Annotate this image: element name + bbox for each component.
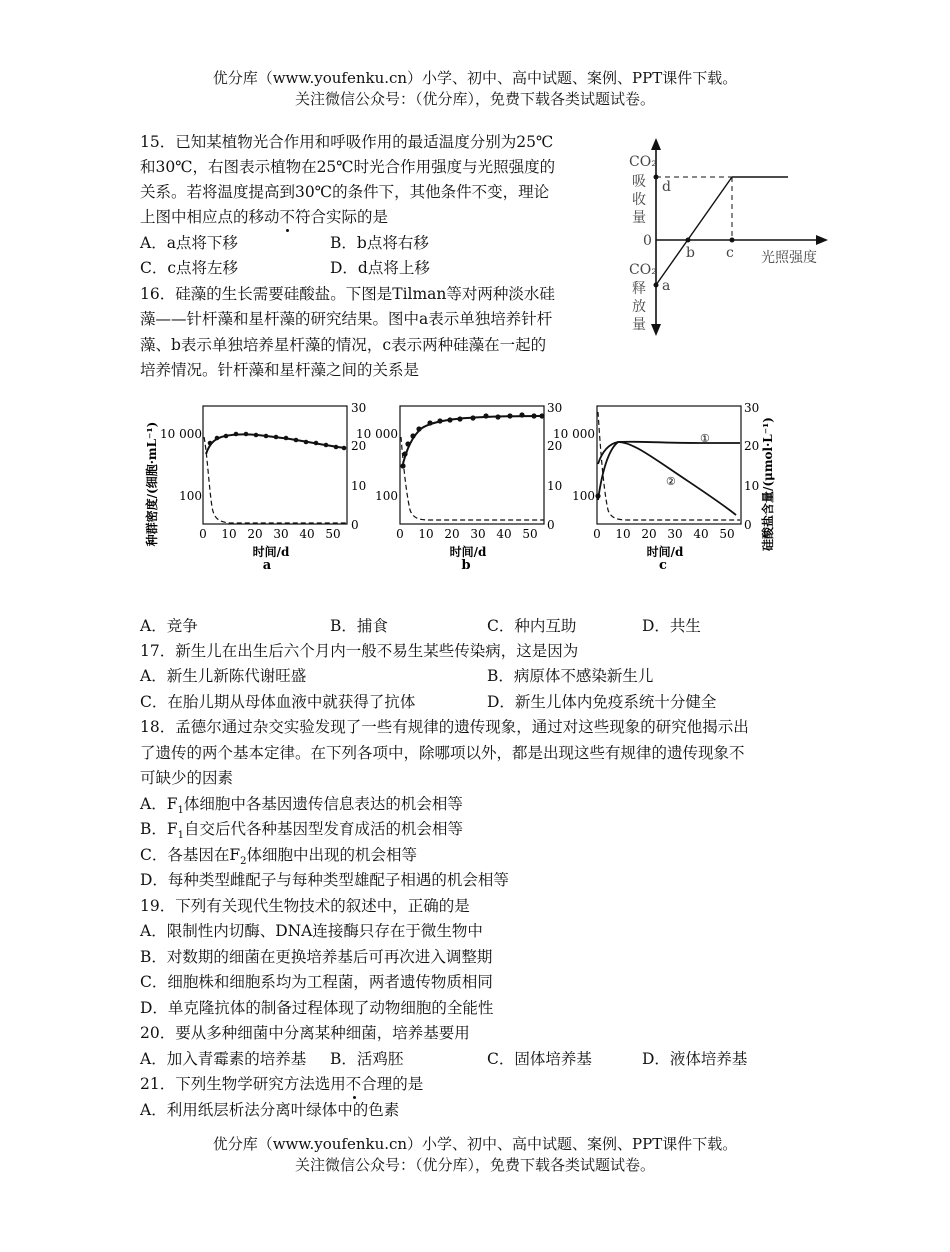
x-axis-arrow <box>816 235 828 245</box>
q20-option-a: A．加入青霉素的培养基 <box>140 1050 307 1068</box>
panel-a-x-tick-30: 30 <box>273 527 289 541</box>
q17-options-row-1 <box>140 665 653 687</box>
panel-b <box>356 401 562 573</box>
q19-option-d: D．单克隆抗体的制备过程体现了动物细胞的全能性 <box>140 999 494 1017</box>
q18-option-a-pre: A．F <box>140 795 178 813</box>
panel-b-density-curve <box>402 416 544 468</box>
panel-b-x-tick-20: 20 <box>444 527 460 541</box>
q17-option-b: B．病原体不感染新生儿 <box>487 667 654 685</box>
page-footer <box>0 1134 950 1176</box>
y-axis-arrow-down <box>651 324 661 336</box>
point-c <box>730 238 735 243</box>
panel-c-x-label: 时间/d <box>646 545 684 559</box>
panel-b-frame <box>400 406 544 524</box>
q18-option-c-post: 体细胞中出现的机会相等 <box>246 846 418 864</box>
zero-label: 0 <box>643 233 652 249</box>
y-bottom-1: CO₂ <box>629 262 657 278</box>
q15-option-c: C．c点将左移 <box>140 259 239 277</box>
panel-c <box>553 401 759 573</box>
q15-line-4 <box>140 206 388 228</box>
panel-c-x-tick-50: 50 <box>719 527 735 541</box>
panel-a-label: a <box>262 558 272 573</box>
panel-c-x-tick-20: 20 <box>641 527 657 541</box>
footer-line-1: 优分库（www.youfenku.cn）小学、初中、高中试题、案例、PPT课件下载。 <box>212 1135 738 1153</box>
panel-c-right-tick-0: 0 <box>744 518 752 532</box>
panel-c-right-tick-10: 10 <box>744 479 760 493</box>
q16-options-row <box>140 615 701 637</box>
q17-option-d: D．新生儿体内免疫系统十分健全 <box>487 693 717 711</box>
label-a: a <box>662 278 671 294</box>
q21-stem-c: 合理的是 <box>361 1075 424 1093</box>
footer-line-2: 关注微信公众号：（优分库），免费下载各类试题试卷。 <box>294 1156 655 1174</box>
header-line-2: 关注微信公众号：（优分库），免费下载各类试题试卷。 <box>294 90 655 108</box>
point-b <box>686 238 691 243</box>
q20-stem: 20．要从多种细菌中分离某种细菌，培养基要用 <box>140 1024 470 1042</box>
panel-a-right-tick-20: 20 <box>351 439 367 453</box>
panel-a <box>160 401 366 573</box>
panel-b-x-tick-10: 10 <box>418 527 434 541</box>
panel-b-x-tick-50: 50 <box>522 527 538 541</box>
panel-c-curve-2-mark: ② <box>666 475 676 488</box>
q16-line-2: 藻——针杆藻和星杆藻的研究结果。图中a表示单独培养针杆 <box>140 310 553 328</box>
label-d: d <box>662 179 671 195</box>
y-bottom-4: 量 <box>632 317 646 333</box>
panel-a-frame <box>203 406 347 524</box>
q21-emphasis: 不 <box>345 1075 362 1093</box>
q16-line-1: 16．硅藻的生长需要硅酸盐。下图是Tilman等对两种淡水硅 <box>140 285 555 303</box>
panel-c-x-tick-40: 40 <box>693 527 709 541</box>
point-d <box>654 175 659 180</box>
panel-a-x-tick-0: 0 <box>199 527 207 541</box>
x-axis-label: 光照强度 <box>761 250 817 266</box>
panel-b-right-tick-20: 20 <box>547 439 563 453</box>
panel-c-left-tick-2: 100 <box>572 489 595 503</box>
panel-c-start-point <box>595 493 600 498</box>
point-a <box>654 283 659 288</box>
q20-option-c: C．固体培养基 <box>487 1050 592 1068</box>
q21-stem-a: 21．下列生物学研究方法选用 <box>140 1075 346 1093</box>
q15-options-row-1 <box>140 232 429 254</box>
y-axis-arrow-up <box>651 138 661 150</box>
q16-option-b: B．捕食 <box>330 617 388 635</box>
y-top-2: 吸 <box>632 174 646 190</box>
panel-b-right-tick-10: 10 <box>547 479 563 493</box>
panel-c-right-tick-30: 30 <box>744 401 760 415</box>
header-line-1: 优分库（www.youfenku.cn）小学、初中、高中试题、案例、PPT课件下载。 <box>212 69 738 87</box>
panel-a-left-tick-2: 100 <box>179 489 202 503</box>
q19-stem: 19．下列有关现代生物技术的叙述中，正确的是 <box>140 897 470 915</box>
q15-option-a: A．a点将下移 <box>140 234 238 252</box>
q18-line-1: 18．孟德尔通过杂交实验发现了一些有规律的遗传现象，通过对这些现象的研究他揭示出 <box>140 718 749 736</box>
y-bottom-3: 放 <box>632 299 646 315</box>
q15-option-b: B．b点将右移 <box>330 234 429 252</box>
panel-a-x-tick-40: 40 <box>299 527 315 541</box>
panel-c-frame <box>597 406 741 524</box>
q18-option-a-post: 体细胞中各基因遗传信息表达的机会相等 <box>183 795 463 813</box>
q16-option-c: C．种内互助 <box>487 617 577 635</box>
q15-line-3: 关系。若将温度提高到30℃的条件下，其他条件不变，理论 <box>140 183 550 201</box>
q15-line-2: 和30℃，右图表示植物在25℃时光合作用强度与光照强度的 <box>140 158 556 176</box>
q18-line-2: 了遗传的两个基本定律。在下列各项中，除哪项以外，都是出现这些有规律的遗传现象不 <box>140 744 745 762</box>
panel-a-right-tick-0: 0 <box>351 518 359 532</box>
q20-options-row <box>140 1048 747 1070</box>
q18-option-b-post: 自交后代各种基因型发育成活的机会相等 <box>184 820 464 838</box>
q18-option-c-pre: C．各基因在F <box>140 846 241 864</box>
panel-b-right-tick-30: 30 <box>547 401 563 415</box>
y-right-axis-title: 硅酸盐含量/(μmol·L⁻¹) <box>761 417 775 551</box>
q15-options-row-2 <box>140 257 430 279</box>
panel-c-x-tick-0: 0 <box>593 527 601 541</box>
panel-c-right-tick-20: 20 <box>744 439 760 453</box>
q16-option-a: A．竞争 <box>140 617 198 635</box>
q16-option-d: D．共生 <box>642 617 701 635</box>
label-b: b <box>686 245 695 261</box>
panel-b-x-tick-40: 40 <box>496 527 512 541</box>
panel-b-x-tick-30: 30 <box>470 527 486 541</box>
panel-a-right-tick-10: 10 <box>351 479 367 493</box>
q20-option-d: D．液体培养基 <box>642 1050 748 1068</box>
q15-light-intensity-graph <box>620 138 835 338</box>
y-top-1: CO₂ <box>629 154 657 170</box>
q18-option-b-sub: 1 <box>177 830 185 842</box>
panel-c-x-tick-10: 10 <box>615 527 631 541</box>
panel-c-x-tick-30: 30 <box>667 527 683 541</box>
panel-b-right-tick-0: 0 <box>547 518 555 532</box>
panel-b-x-tick-0: 0 <box>396 527 404 541</box>
y-top-3: 收 <box>632 192 646 208</box>
q15-emphasis: 不 <box>279 208 296 226</box>
q20-option-b: B．活鸡胚 <box>330 1050 404 1068</box>
q18-option-a-sub: 1 <box>177 805 184 817</box>
q16-diatom-figure <box>140 392 790 577</box>
panel-b-data-points <box>400 412 544 468</box>
q15-option-d: D．d点将上移 <box>330 259 430 277</box>
panel-b-left-tick-2: 100 <box>375 489 398 503</box>
q16-line-3: 藻、b表示单独培养星杆藻的情况，c表示两种硅藻在一起的 <box>140 336 547 354</box>
q21-option-a: A．利用纸层析法分离叶绿体中的色素 <box>140 1101 400 1119</box>
q17-options-row-2 <box>140 691 716 713</box>
panel-a-right-tick-30: 30 <box>351 401 367 415</box>
y-top-4: 量 <box>632 210 646 226</box>
q17-option-a: A．新生儿新陈代谢旺盛 <box>140 667 307 685</box>
label-c: c <box>726 245 734 261</box>
panel-a-x-tick-20: 20 <box>247 527 263 541</box>
q17-stem: 17．新生儿在出生后六个月内一般不易生某些传染病，这是因为 <box>140 642 579 660</box>
panel-c-curve-1 <box>598 442 740 464</box>
q19-option-c: C．细胞株和细胞系均为工程菌，两者遗传物质相同 <box>140 973 493 991</box>
panel-a-x-tick-10: 10 <box>221 527 237 541</box>
panel-b-left-tick-1: 10 000 <box>356 427 398 441</box>
q18-option-b-pre: B．F <box>140 820 178 838</box>
q18-line-3: 可缺少的因素 <box>140 769 234 787</box>
page-header <box>0 68 950 110</box>
q15-line-4-c: 符合实际的是 <box>295 208 389 226</box>
q18-option-d: D．每种类型雌配子与每种类型雄配子相遇的机会相等 <box>140 871 509 889</box>
panel-a-left-tick-1: 10 000 <box>160 427 202 441</box>
panel-a-x-label: 时间/d <box>252 545 290 559</box>
panel-b-x-label: 时间/d <box>449 545 487 559</box>
q15-line-1: 15．已知某植物光合作用和呼吸作用的最适温度分别为25℃ <box>140 133 554 151</box>
panel-c-curve-1-mark: ① <box>700 432 710 445</box>
panel-c-left-tick-1: 10 000 <box>553 427 595 441</box>
y-bottom-2: 释 <box>632 281 646 297</box>
q17-option-c: C．在胎儿期从母体血液中就获得了抗体 <box>140 693 416 711</box>
q18-option-b <box>140 818 463 847</box>
panel-a-x-tick-50: 50 <box>325 527 341 541</box>
y-left-axis-title: 种群密度/(细胞·mL⁻¹) <box>145 421 159 547</box>
q19-option-a: A．限制性内切酶、DNA连接酶只存在于微生物中 <box>140 922 483 940</box>
q19-option-b: B．对数期的细菌在更换培养基后可再次进入调整期 <box>140 948 493 966</box>
panel-c-silicate-curve <box>598 412 740 520</box>
q18-option-c-sub: 2 <box>240 856 247 868</box>
panel-a-silicate-curve <box>204 437 346 523</box>
panel-c-label: c <box>659 558 667 573</box>
q15-line-4-a: 上图中相应点的移动 <box>140 208 280 226</box>
q16-line-4: 培养情况。针杆藻和星杆藻之间的关系是 <box>140 361 420 379</box>
q21-stem <box>140 1073 423 1095</box>
panel-b-silicate-curve <box>401 437 544 520</box>
panel-b-label: b <box>461 558 471 573</box>
